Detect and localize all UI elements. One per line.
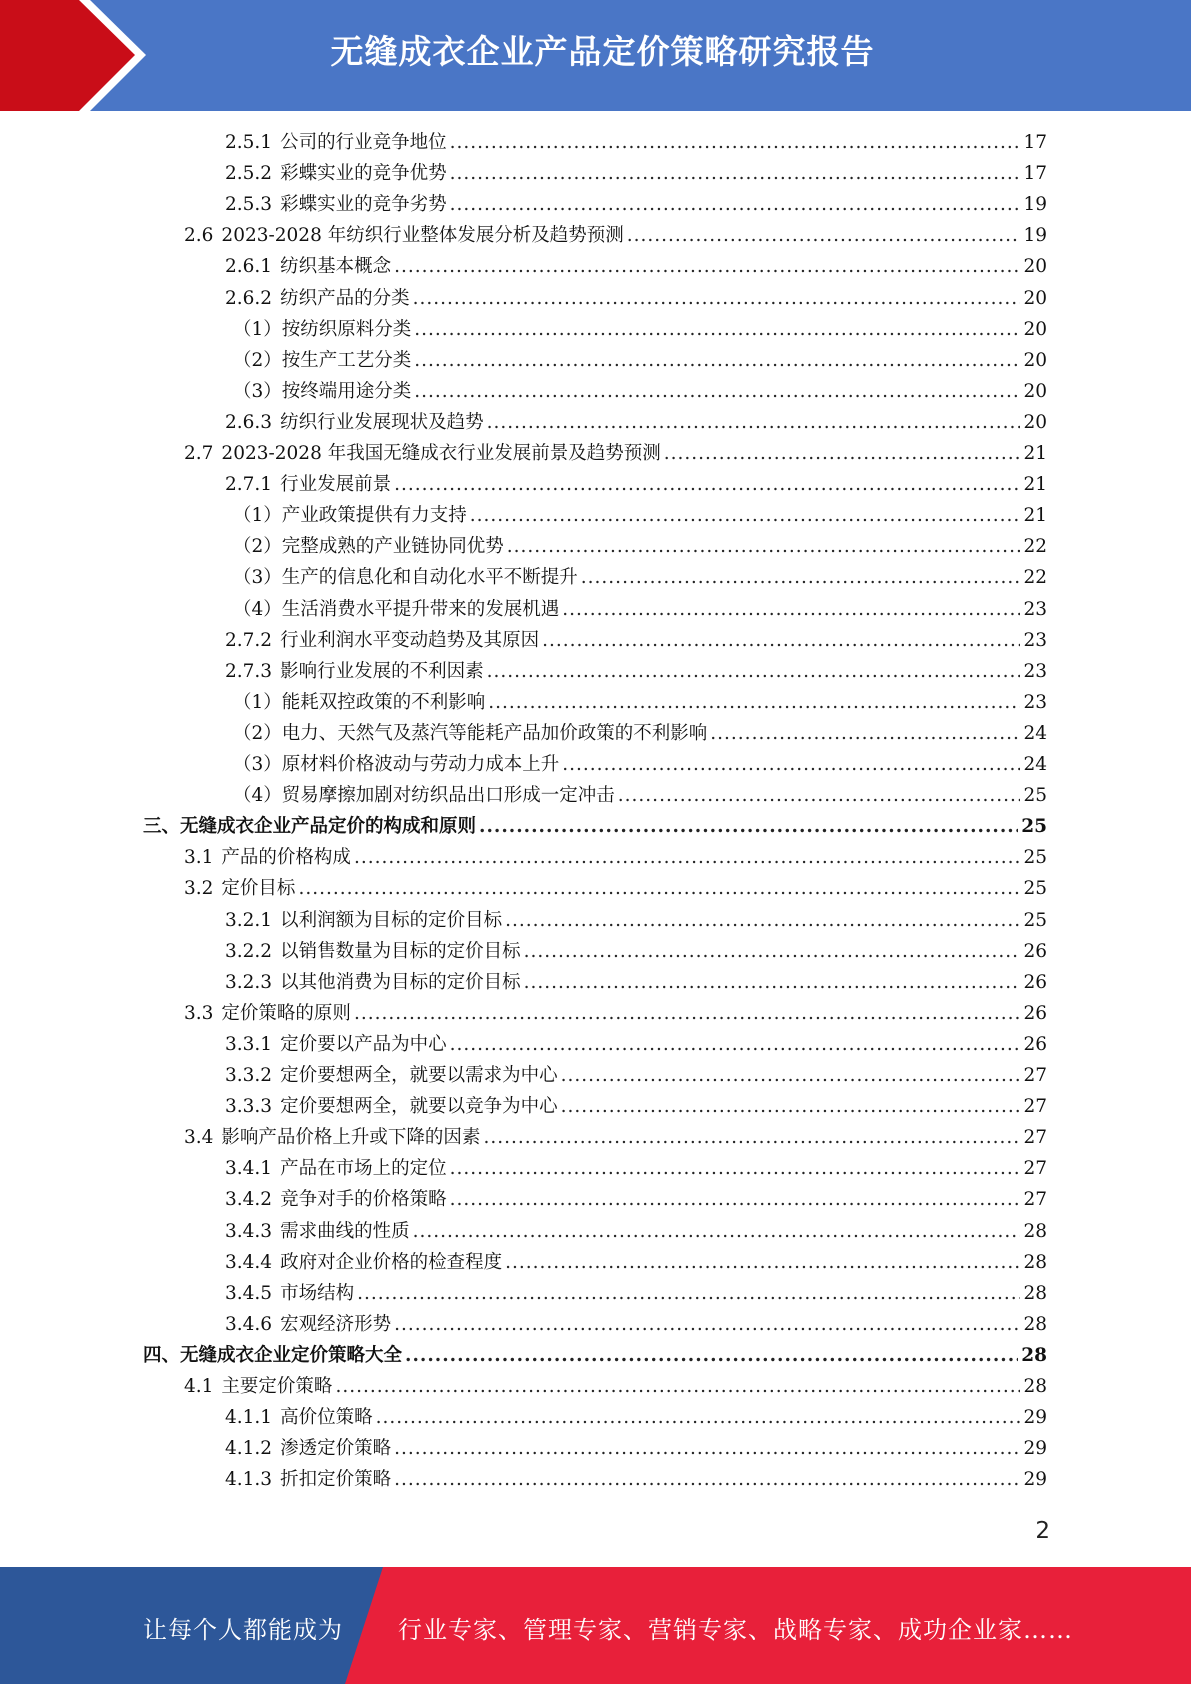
- toc-leader-dots: [542, 625, 1020, 656]
- toc-entry-page: 19: [1023, 194, 1047, 216]
- toc-entry-title: 2023-2028 年纺织行业整体发展分析及趋势预测: [221, 225, 624, 247]
- toc-entry-title: 行业发展前景: [280, 474, 392, 496]
- toc-leader-dots: [394, 251, 1020, 282]
- toc-entry-title: （2）按生产工艺分类: [233, 349, 412, 371]
- toc-entry[interactable]: [184, 842, 1047, 873]
- toc-entry-title: 公司的行业竞争地位: [280, 132, 447, 153]
- toc-entry-label: [225, 1278, 354, 1309]
- toc-entry-page: 25: [1023, 785, 1047, 807]
- toc-leader-dots: [450, 1029, 1021, 1060]
- toc-leader-dots: [562, 749, 1020, 780]
- toc-leader-dots: [627, 220, 1021, 251]
- toc-entry-number: 2.7: [184, 443, 214, 464]
- toc-entry-label: [184, 220, 624, 251]
- toc-leader-dots: [561, 1060, 1021, 1091]
- toc-entry-label: [233, 780, 615, 811]
- toc-entry-label: [184, 873, 295, 904]
- toc-entry-title: （2）完整成熟的产业链协同优势: [233, 536, 504, 558]
- toc-entry-label: [225, 1091, 558, 1122]
- toc-leader-dots: [488, 687, 1020, 718]
- toc-entry[interactable]: [225, 127, 1047, 158]
- toc-entry-number: 2.7.2: [225, 629, 273, 651]
- toc-entry-title: 需求曲线的性质: [280, 1220, 410, 1242]
- toc-entry-label: [225, 1433, 391, 1464]
- toc-entry-page: 28: [1021, 1344, 1047, 1366]
- toc-entry-label: [225, 1060, 558, 1091]
- toc-entry[interactable]: [225, 1433, 1047, 1464]
- toc-entry-number: 3.4.1: [225, 1158, 273, 1180]
- toc-entry[interactable]: [225, 1278, 1047, 1309]
- toc-entry-page: 20: [1023, 380, 1047, 402]
- toc-entry[interactable]: [225, 189, 1047, 220]
- toc-entry[interactable]: [233, 345, 1047, 376]
- toc-entry[interactable]: [184, 220, 1047, 251]
- document-title: 无缝成衣企业产品定价策略研究报告: [330, 32, 875, 71]
- toc-entry-number: 4.1.3: [225, 1469, 273, 1491]
- toc-entry-page: 23: [1023, 691, 1047, 713]
- toc-entry-title: （2）电力、天然气及蒸汽等能耗产品加价政策的不利影响: [233, 722, 708, 744]
- toc-leader-dots: [357, 1278, 1020, 1309]
- toc-leader-dots: [664, 438, 1021, 469]
- toc-leader-dots: [414, 345, 1020, 376]
- toc-entry-page: 26: [1023, 1002, 1047, 1024]
- toc-leader-dots: [505, 1247, 1020, 1278]
- toc-entry-label: [225, 1402, 373, 1433]
- toc-entry-label: [225, 625, 539, 656]
- toc-entry-page: 24: [1023, 754, 1047, 775]
- toc-leader-dots: [413, 1216, 1021, 1247]
- toc-leader-dots: [507, 531, 1021, 562]
- toc-entry-label: [233, 749, 559, 780]
- toc-entry-page: 23: [1023, 660, 1047, 682]
- toc-leader-dots: [561, 1091, 1021, 1122]
- toc-leader-dots: [394, 469, 1020, 500]
- toc-entry[interactable]: [233, 687, 1047, 718]
- toc-entry[interactable]: [233, 314, 1047, 345]
- toc-entry-label: [233, 718, 707, 749]
- toc-entry[interactable]: [233, 500, 1047, 531]
- toc-leader-dots: [376, 1402, 1021, 1433]
- toc-entry[interactable]: [233, 531, 1047, 562]
- toc-entry-title: 渗透定价策略: [280, 1438, 392, 1460]
- toc-leader-dots: [394, 1464, 1020, 1495]
- toc-entry[interactable]: [143, 1340, 1047, 1371]
- toc-entry-number: 3.2.1: [225, 909, 273, 931]
- toc-entry-title: 纺织产品的分类: [280, 287, 410, 309]
- toc-entry-title: 彩蝶实业的竞争劣势: [280, 194, 447, 216]
- toc-entry-page: 27: [1023, 1096, 1047, 1118]
- toc-entry-title: 彩蝶实业的竞争优势: [280, 163, 447, 185]
- toc-entry-title: 纺织基本概念: [280, 256, 392, 278]
- toc-entry-number: 4.1.2: [225, 1438, 273, 1460]
- toc-entry-page: 26: [1023, 940, 1047, 962]
- toc-entry-title: 2023-2028 年我国无缝成衣行业发展前景及趋势预测: [221, 443, 661, 464]
- toc-entry-title: （3）生产的信息化和自动化水平不断提升: [233, 567, 578, 589]
- toc-leader-dots: [335, 1371, 1020, 1402]
- toc-entry-number: 3.4.5: [225, 1282, 273, 1304]
- footer-slogan-right: 行业专家、管理专家、营销专家、战略专家、成功企业家……: [398, 1616, 1073, 1644]
- toc-entry[interactable]: [225, 905, 1047, 936]
- toc-entry-page: 25: [1023, 878, 1047, 900]
- toc-entry[interactable]: [225, 158, 1047, 189]
- toc-entry[interactable]: [225, 1153, 1047, 1184]
- toc-entry-label: [225, 158, 447, 189]
- toc-entry[interactable]: [225, 1029, 1047, 1060]
- toc-leader-dots: [479, 811, 1018, 842]
- toc-entry-number: 2.5.3: [225, 194, 273, 216]
- toc-leader-dots: [483, 1122, 1020, 1153]
- toc-entry-page: 27: [1023, 1065, 1047, 1086]
- toc-entry[interactable]: [225, 469, 1047, 500]
- toc-leader-dots: [413, 283, 1021, 314]
- toc-entry[interactable]: [225, 1464, 1047, 1495]
- toc-entry[interactable]: [184, 1371, 1047, 1402]
- toc-entry-number: 3.2: [184, 878, 214, 900]
- toc-entry-title: （1）能耗双控政策的不利影响: [233, 691, 486, 713]
- toc-entry[interactable]: [233, 780, 1047, 811]
- toc-entry-number: 3.4.4: [225, 1251, 273, 1273]
- toc-entry-page: 26: [1023, 1033, 1047, 1055]
- toc-entry-title: 政府对企业价格的检查程度: [280, 1251, 503, 1273]
- toc-entry-page: 29: [1023, 1407, 1047, 1429]
- toc-entry-page: 21: [1023, 505, 1047, 527]
- toc-leader-dots: [487, 407, 1021, 438]
- toc-entry-page: 24: [1023, 722, 1047, 744]
- toc-entry-title: （3）按终端用途分类: [233, 380, 412, 402]
- toc-entry-label: [225, 1464, 391, 1495]
- toc-entry-number: 2.5.1: [225, 132, 273, 153]
- toc-entry-title: 纺织行业发展现状及趋势: [280, 411, 484, 433]
- toc-entry-page: 28: [1023, 1251, 1047, 1273]
- toc-entry-page: 17: [1023, 163, 1047, 185]
- toc-entry-title: 四、无缝成衣企业定价策略大全: [143, 1344, 403, 1366]
- toc-entry-title: （1）按纺织原料分类: [233, 318, 412, 340]
- toc-entry-label: [184, 438, 661, 469]
- toc-entry-page: 20: [1023, 349, 1047, 371]
- toc-entry-label: [225, 1029, 447, 1060]
- toc-entry-page: 20: [1023, 287, 1047, 309]
- toc-entry-title: 市场结构: [280, 1282, 355, 1304]
- toc-entry-label: [184, 842, 351, 873]
- toc-entry-title: 影响产品价格上升或下降的因素: [221, 1127, 481, 1149]
- toc-entry-page: 27: [1023, 1127, 1047, 1149]
- toc-entry-page: 20: [1023, 318, 1047, 340]
- toc-entry-label: [225, 1153, 447, 1184]
- toc-entry[interactable]: [225, 1060, 1047, 1091]
- toc-entry[interactable]: [225, 1247, 1047, 1278]
- toc-entry-title: 定价要想两全，就要以竞争为中心: [280, 1096, 558, 1118]
- toc-entry-label: [225, 189, 447, 220]
- toc-leader-dots: [354, 998, 1021, 1029]
- toc-entry-number: 3.4: [184, 1127, 214, 1149]
- toc-entry[interactable]: [225, 1091, 1047, 1122]
- toc-entry-label: [184, 998, 351, 1029]
- toc-entry-page: 28: [1023, 1376, 1047, 1397]
- toc-entry-title: 以销售数量为目标的定价目标: [280, 940, 521, 962]
- toc-leader-dots: [524, 967, 1021, 998]
- toc-entry-page: 23: [1023, 598, 1047, 620]
- toc-entry-title: 折扣定价策略: [280, 1469, 392, 1491]
- toc-entry-number: 3.2.2: [225, 940, 273, 962]
- toc-entry[interactable]: [225, 1402, 1047, 1433]
- toc-entry[interactable]: [225, 1184, 1047, 1215]
- toc-leader-dots: [505, 905, 1020, 936]
- toc-entry-number: 2.6.2: [225, 287, 273, 309]
- toc-entry-page: 28: [1023, 1313, 1047, 1335]
- toc-entry-number: 3.3.1: [225, 1033, 273, 1055]
- toc-entry-number: 3.3.3: [225, 1096, 273, 1118]
- toc-entry[interactable]: [225, 407, 1047, 438]
- toc-entry-number: 4.1.1: [225, 1407, 273, 1429]
- toc-entry-label: [233, 562, 578, 593]
- toc-entry-title: （4）贸易摩擦加剧对纺织品出口形成一定冲击: [233, 785, 615, 807]
- toc-entry-label: [225, 1247, 502, 1278]
- toc-entry-page: 20: [1023, 411, 1047, 433]
- toc-entry-page: 27: [1023, 1158, 1047, 1180]
- toc-leader-dots: [450, 1153, 1021, 1184]
- toc-leader-dots: [450, 1184, 1021, 1215]
- toc-entry-title: 定价要想两全，就要以需求为中心: [280, 1065, 558, 1086]
- toc-entry-number: 2.5.2: [225, 163, 273, 185]
- toc-entry-title: 主要定价策略: [221, 1376, 333, 1397]
- toc-entry-label: [225, 1216, 410, 1247]
- page-number: 2: [1035, 1518, 1050, 1544]
- toc-entry-number: 2.6.1: [225, 256, 273, 278]
- toc-entry-label: [233, 594, 559, 625]
- toc-entry-label: [233, 531, 504, 562]
- toc-entry-number: 3.3: [184, 1002, 214, 1024]
- toc-leader-dots: [414, 314, 1020, 345]
- toc-entry[interactable]: [233, 718, 1047, 749]
- toc-entry-title: 定价目标: [221, 878, 296, 900]
- toc-entry-page: 23: [1023, 629, 1047, 651]
- toc-entry-number: 3.3.2: [225, 1065, 273, 1086]
- toc-leader-dots: [487, 656, 1021, 687]
- toc-entry-label: [225, 905, 502, 936]
- toc-entry-page: 29: [1023, 1469, 1047, 1491]
- toc-leader-dots: [450, 189, 1021, 220]
- toc-entry[interactable]: [225, 1216, 1047, 1247]
- toc-entry-title: 以其他消费为目标的定价目标: [280, 971, 521, 993]
- toc-leader-dots: [562, 594, 1020, 625]
- toc-entry-label: [233, 687, 485, 718]
- toc-entry[interactable]: [184, 873, 1047, 904]
- toc-entry-page: 26: [1023, 971, 1047, 993]
- toc-entry-number: 3.4.6: [225, 1313, 273, 1335]
- toc-entry-title: （4）生活消费水平提升带来的发展机遇: [233, 598, 560, 620]
- toc-leader-dots: [405, 1340, 1018, 1371]
- toc-entry-label: [225, 283, 410, 314]
- toc-entry-page: 22: [1023, 536, 1047, 558]
- toc-leader-dots: [524, 936, 1021, 967]
- toc-entry-page: 20: [1023, 256, 1047, 278]
- toc-leader-dots: [618, 780, 1021, 811]
- toc-entry[interactable]: [225, 625, 1047, 656]
- toc-entry-title: 影响行业发展的不利因素: [280, 660, 484, 682]
- toc-entry-title: 定价策略的原则: [221, 1002, 351, 1024]
- toc-entry-page: 25: [1023, 909, 1047, 931]
- toc-entry[interactable]: [184, 1122, 1047, 1153]
- toc-entry-page: 21: [1023, 443, 1047, 464]
- toc-entry-title: 宏观经济形势: [280, 1313, 392, 1335]
- toc-entry[interactable]: [225, 936, 1047, 967]
- toc-entry-number: 3.4.2: [225, 1189, 273, 1211]
- toc-entry[interactable]: [184, 438, 1047, 469]
- toc-entry-label: [143, 1340, 402, 1371]
- toc-entry-title: 以利润额为目标的定价目标: [280, 909, 503, 931]
- toc-entry-page: 29: [1023, 1438, 1047, 1460]
- toc-entry[interactable]: [233, 562, 1047, 593]
- toc-entry[interactable]: [225, 656, 1047, 687]
- toc-leader-dots: [450, 158, 1021, 189]
- toc-entry[interactable]: [233, 749, 1047, 780]
- toc-entry-number: 3.1: [184, 847, 214, 869]
- toc-entry-label: [233, 500, 467, 531]
- toc-entry-label: [225, 251, 391, 282]
- toc-entry-number: 3.2.3: [225, 971, 273, 993]
- toc-entry-number: 3.4.3: [225, 1220, 273, 1242]
- toc-entry-page: 19: [1023, 225, 1047, 247]
- toc-entry[interactable]: [225, 967, 1047, 998]
- toc-entry-label: [225, 967, 521, 998]
- toc-entry-page: 27: [1023, 1189, 1047, 1211]
- toc-entry-number: 2.7.1: [225, 474, 273, 496]
- toc-entry-page: 25: [1021, 816, 1047, 838]
- toc-entry-title: 行业利润水平变动趋势及其原因: [280, 629, 540, 651]
- toc-entry-title: 高价位策略: [280, 1407, 373, 1429]
- toc-leader-dots: [581, 562, 1021, 593]
- page-header: [0, 0, 1191, 111]
- toc-entry[interactable]: [225, 283, 1047, 314]
- page-footer: [0, 1567, 1191, 1684]
- toc-leader-dots: [710, 718, 1020, 749]
- toc-entry[interactable]: [143, 811, 1047, 842]
- toc-leader-dots: [354, 842, 1021, 873]
- toc-entry-label: [225, 469, 391, 500]
- toc-entry-page: 25: [1023, 847, 1047, 869]
- toc-entry-label: [225, 656, 484, 687]
- toc-leader-dots: [470, 500, 1021, 531]
- toc-entry[interactable]: [233, 376, 1047, 407]
- toc-entry-number: 2.6.3: [225, 411, 273, 433]
- toc-entry-number: 2.7.3: [225, 660, 273, 682]
- toc-leader-dots: [298, 873, 1020, 904]
- toc-entry[interactable]: [225, 1309, 1047, 1340]
- toc-entry-label: [143, 811, 476, 842]
- toc-entry-label: [225, 127, 447, 158]
- toc-entry[interactable]: [184, 998, 1047, 1029]
- toc-entry-number: 4.1: [184, 1376, 214, 1397]
- toc-entry-label: [184, 1371, 332, 1402]
- toc-entry[interactable]: [233, 594, 1047, 625]
- footer-slogan-left: 让每个人都能成为: [143, 1616, 343, 1644]
- toc-entry-page: 22: [1023, 567, 1047, 589]
- toc-entry-label: [184, 1122, 480, 1153]
- toc-entry-label: [233, 314, 411, 345]
- toc-entry-page: 28: [1023, 1220, 1047, 1242]
- toc-entry-page: 28: [1023, 1282, 1047, 1304]
- toc-entry-title: 产品的价格构成: [221, 847, 351, 869]
- toc-entry-label: [233, 376, 411, 407]
- toc-entry-title: 竞争对手的价格策略: [280, 1189, 447, 1211]
- toc-entry-label: [225, 1184, 447, 1215]
- toc-entry[interactable]: [225, 251, 1047, 282]
- toc-entry-label: [225, 1309, 391, 1340]
- toc-entry-title: 三、无缝成衣企业产品定价的构成和原则: [143, 816, 477, 838]
- toc-leader-dots: [450, 127, 1021, 158]
- toc-entry-number: 2.6: [184, 225, 214, 247]
- toc-entry-page: 21: [1023, 474, 1047, 496]
- toc-leader-dots: [394, 1309, 1020, 1340]
- toc-entry-label: [225, 407, 484, 438]
- toc-entry-title: 产品在市场上的定位: [280, 1158, 447, 1180]
- toc-entry-page: 17: [1023, 132, 1047, 153]
- toc-entry-title: （3）原材料价格波动与劳动力成本上升: [233, 754, 560, 775]
- toc-entry-label: [225, 936, 521, 967]
- toc-leader-dots: [394, 1433, 1020, 1464]
- toc-entry-title: （1）产业政策提供有力支持: [233, 505, 467, 527]
- toc-entry-label: [233, 345, 411, 376]
- toc-entry-title: 定价要以产品为中心: [280, 1033, 447, 1055]
- toc-leader-dots: [414, 376, 1020, 407]
